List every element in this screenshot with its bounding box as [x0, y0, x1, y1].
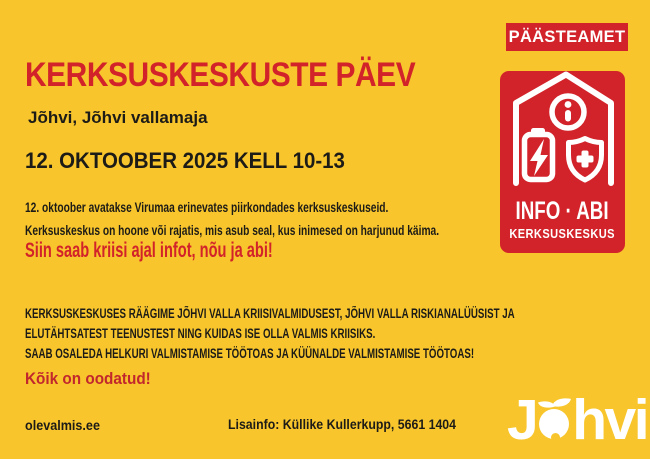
- body-paragraph: [25, 304, 515, 364]
- info-icon: [552, 96, 584, 128]
- emblem-kerksuskeskus: KERKSUSKESKUS: [509, 226, 616, 241]
- intro-paragraph: [25, 196, 439, 242]
- emblem-info-abi: INFO · ABI: [515, 197, 610, 225]
- paasteamet-badge: [506, 23, 628, 51]
- paasteamet-label: PÄÄSTEAMET: [508, 27, 626, 46]
- highlight-text: Siin saab kriisi ajal infot, nõu ja abi!: [25, 238, 273, 262]
- intro-line-1: 12. oktoober avatakse Virumaa erinevates piirkondades kerksuskeskuseid.: [25, 199, 389, 215]
- body-line-3: SAAB OSALEDA HELKURI VALMISTAMISE TÖÖTOAS JA KÜÜNALDE VALMISTAMISE TÖÖTOAS!: [25, 346, 475, 361]
- johvi-logo: [507, 388, 648, 452]
- body-line-2: ELUTÄHTSATEST TEENUSTEST NING KUIDAS ISE OLLA VALMIS KRIISIKS.: [25, 326, 376, 341]
- website-text: olevalmis.ee: [25, 417, 100, 433]
- info-abi-emblem: [500, 71, 625, 253]
- logo-letter-j: J: [507, 388, 537, 452]
- intro-line-2: Kerksuskeskus on hoone või rajatis, mis asub seal, kus inimesed on harjunud käima.: [25, 222, 440, 238]
- apple-notch: [551, 433, 560, 442]
- shield-icon: [569, 139, 602, 181]
- apple-icon: [539, 397, 570, 439]
- welcome-text: Kõik on oodatud!: [25, 369, 151, 388]
- logo-letters-hvi: hvi: [572, 388, 648, 452]
- leaf-right-icon: [552, 395, 571, 409]
- shelter-house-icon: [510, 71, 618, 191]
- page-title: KERKSUSKESKUSTE PÄEV: [25, 56, 416, 94]
- battery-icon: [525, 128, 553, 180]
- venue-text: Jõhvi, Jõhvi vallamaja: [28, 108, 208, 127]
- contact-text: Lisainfo: Küllike Kullerkupp, 5661 1404: [228, 416, 457, 432]
- body-line-1: KERKSUSKESKUSES RÄÄGIME JÕHVI VALLA KRIISIVALMIDUSEST, JÕHVI VALLA RISKIANALÜÜSIST JA: [25, 306, 515, 321]
- datetime-text: 12. OKTOOBER 2025 KELL 10-13: [25, 148, 345, 173]
